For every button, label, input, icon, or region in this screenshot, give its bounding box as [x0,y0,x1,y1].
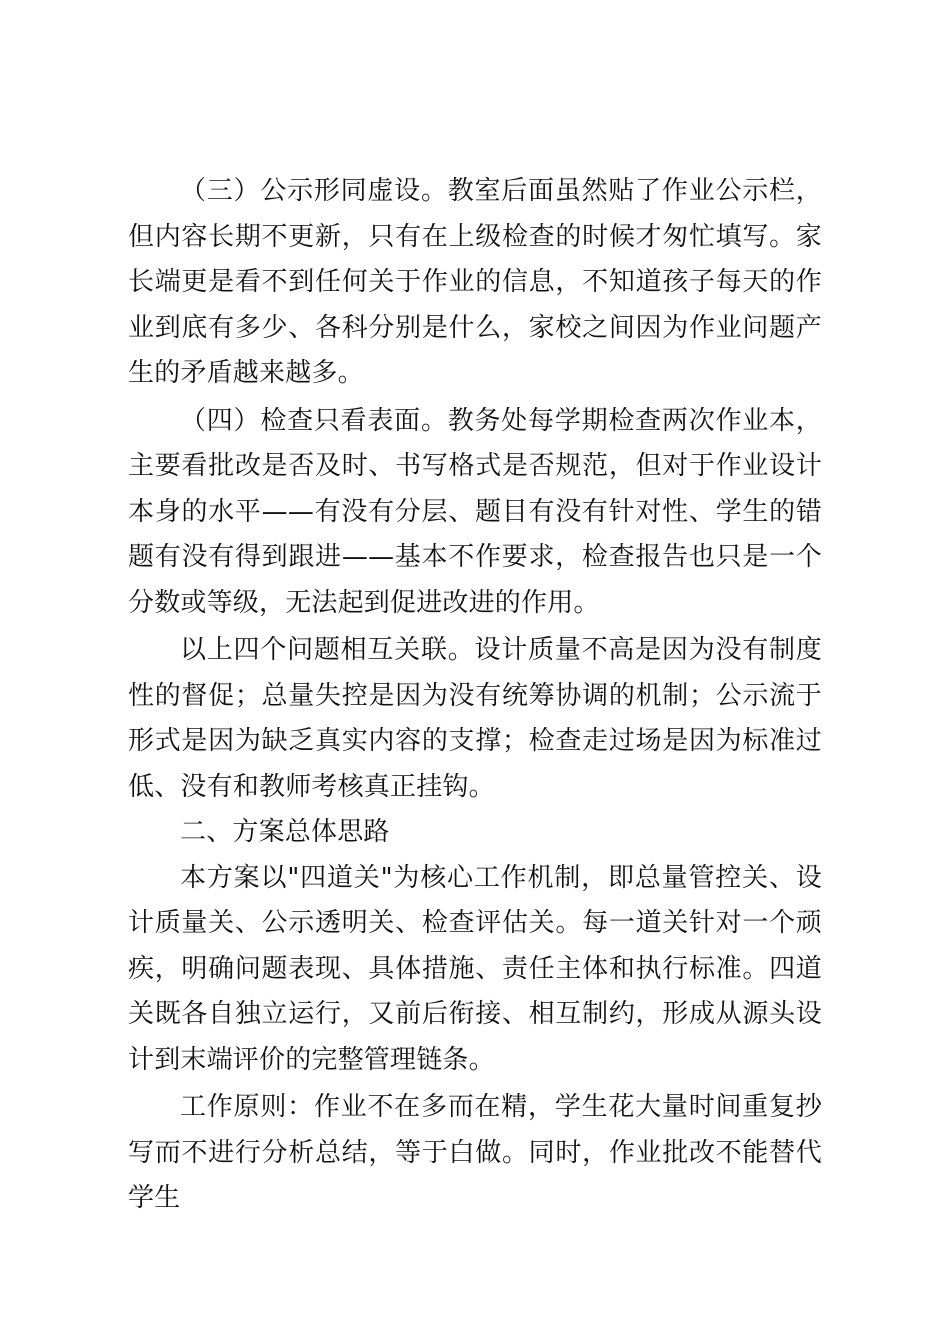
paragraph-work-principles: 工作原则：作业不在多而在精，学生花大量时间重复抄写而不进行分析总结，等于白做。同时，作业批改不能替代学生 [128,1092,822,1213]
document-body [128,169,822,1222]
paragraph-issues-summary: 以上四个问题相互关联。设计质量不高是因为没有制度性的督促；总量失控是因为没有统筹协调的机制；公示流于形式是因为缺乏真实内容的支撑；检查走过场是因为标准过低、没有和教师考核真正挂钩。 [128,635,822,802]
paragraph-publicity-issue: （三）公示形同虚设。教室后面虽然贴了作业公示栏，但内容长期不更新，只有在上级检查的时候才匆忙填写。家长端更是看不到任何关于作业的信息，不知道孩子每天的作业到底有多少、各科分别是什么，家校之间因为作业问题产生的矛盾越来越多。 [128,176,822,388]
paragraph-inspection-issue: （四）检查只看表面。教务处每学期检查两次作业本，主要看批改是否及时、书写格式是否规范，但对于作业设计本身的水平——有没有分层、题目有没有针对性、学生的错题有没有得到跟进——基本不作要求，检查报告也只是一个分数或等级，无法起到促进改进的作用。 [128,405,822,618]
section-heading-overall-approach: 二、方案总体思路 [180,817,390,847]
paragraph-four-gates: 本方案以"四道关"为核心工作机制，即总量管控关、设计质量关、公示透明关、检查评估关。每一道关针对一个顽疾，明确问题表现、具体措施、责任主体和执行标准。四道关既各自独立运行，又前后衔接、相互制约，形成从源头设计到末端评价的完整管理链条。 [128,862,822,1075]
